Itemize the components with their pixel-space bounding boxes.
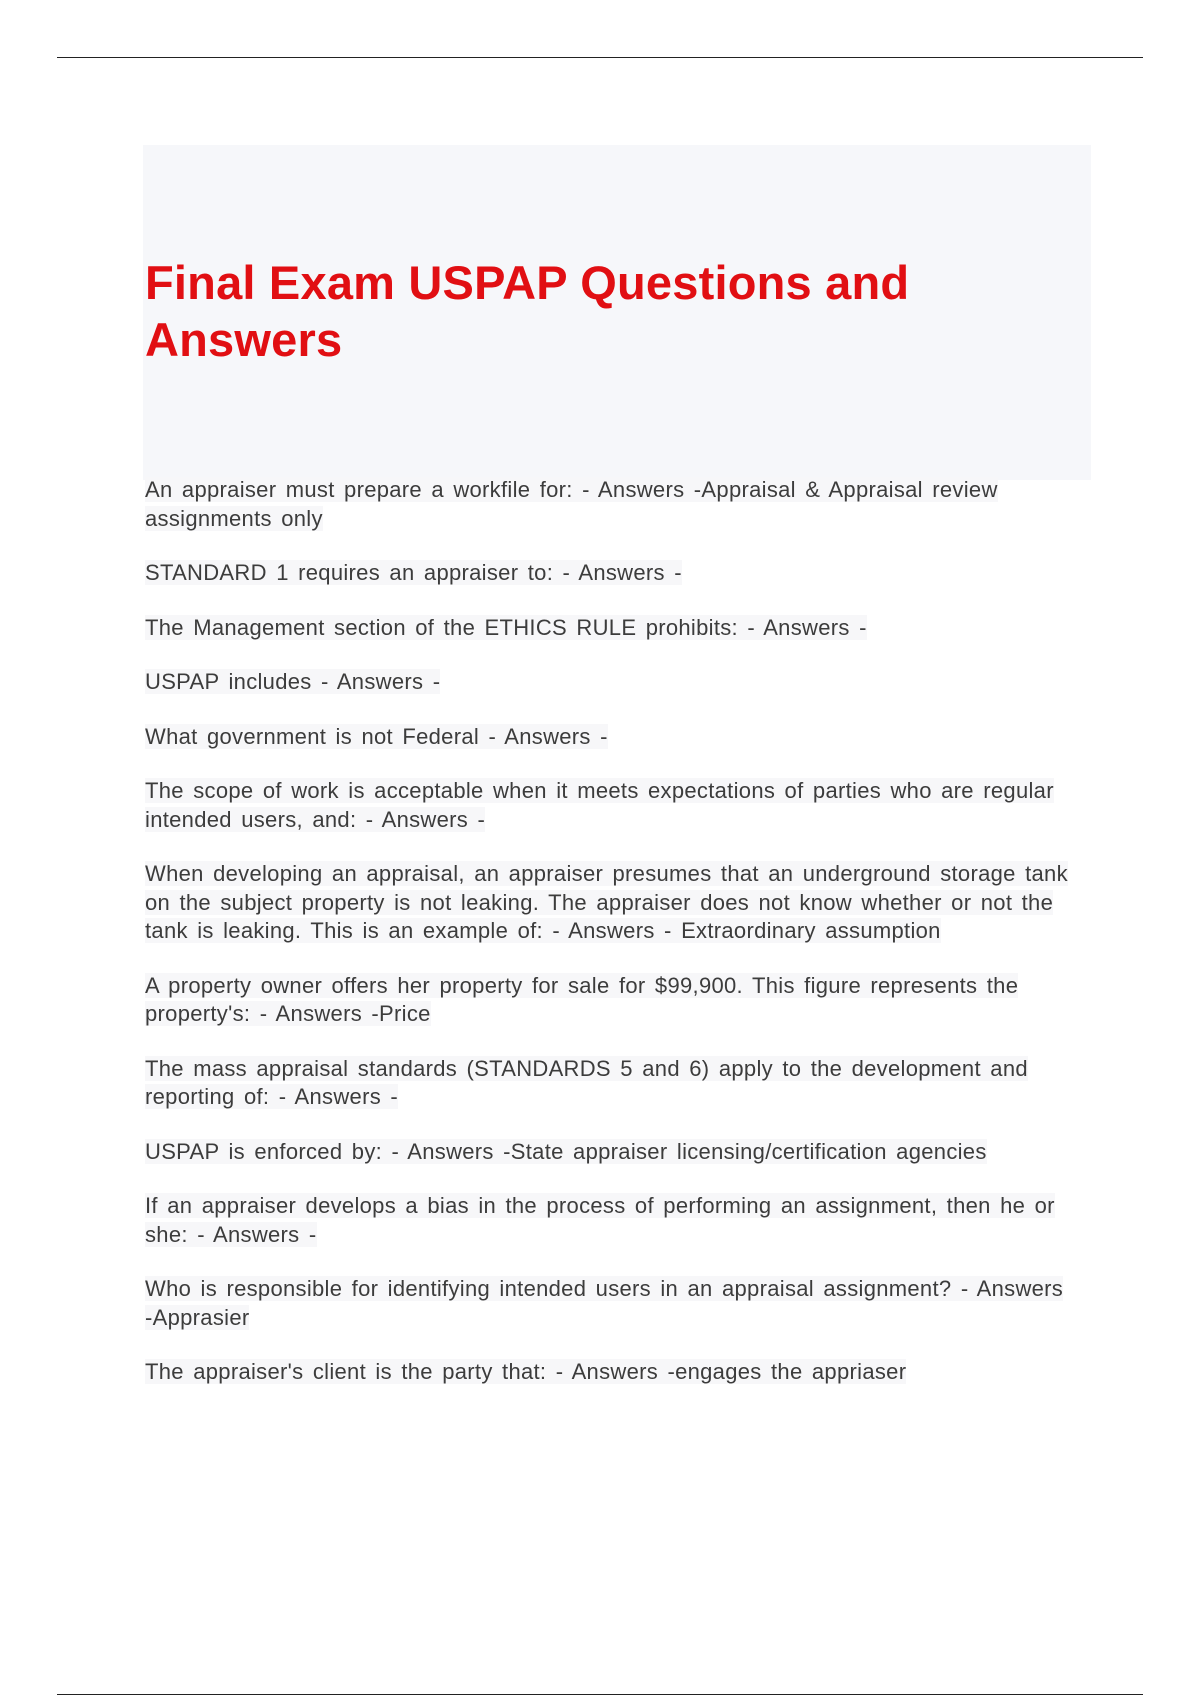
qa-text: USPAP is enforced by: - Answers -State appraiser licensing/certification agencies	[145, 1138, 987, 1164]
qa-item	[145, 777, 1080, 834]
qa-item	[145, 1358, 1080, 1387]
qa-text: An appraiser must prepare a workfile for: - Answers -Appraisal & Appraisal review assignments only	[145, 477, 998, 531]
document-title: Final Exam USPAP Questions and Answers	[145, 256, 910, 366]
qa-text: When developing an appraisal, an appraiser presumes that an underground storage tank on the subject property is not leaking. The appraiser does not know whether or not the tank is leaking. This is an example of: - Answers - Extraordinary assumption	[145, 861, 1068, 943]
qa-text: The Management section of the ETHICS RULE prohibits: - Answers -	[145, 614, 867, 640]
qa-item	[145, 1192, 1080, 1249]
qa-text: STANDARD 1 requires an appraiser to: - Answers -	[145, 560, 682, 585]
qa-item	[145, 860, 1080, 946]
qa-item	[145, 723, 1080, 752]
qa-text: USPAP includes - Answers -	[145, 669, 441, 694]
qa-text: The mass appraisal standards (STANDARDS 5 and 6) apply to the development and reporting of: - Answers -	[145, 1055, 1028, 1109]
header-rule	[57, 57, 1143, 58]
qa-text: A property owner offers her property for sale for $99,900. This figure represents the property's: - Answers -Price	[145, 972, 1019, 1026]
qa-item	[145, 1138, 1080, 1167]
qa-item	[145, 1275, 1080, 1332]
qa-item	[145, 668, 1080, 697]
qa-text: If an appraiser develops a bias in the process of performing an assignment, then he or she: - Answers -	[145, 1193, 1055, 1247]
qa-text: What government is not Federal - Answers -	[145, 723, 608, 749]
footer-rule	[57, 1694, 1143, 1695]
qa-item	[145, 972, 1080, 1029]
qa-text: The appraiser's client is the party that: - Answers -engages the appriaser	[145, 1359, 907, 1384]
qa-item	[145, 614, 1080, 643]
qa-text: The scope of work is acceptable when it meets expectations of parties who are regular intended users, and: - Answers -	[145, 778, 1054, 832]
qa-list	[145, 476, 1080, 1413]
qa-item	[145, 1055, 1080, 1112]
qa-item	[145, 559, 1080, 588]
qa-item	[145, 476, 1080, 533]
qa-text: Who is responsible for identifying intended users in an appraisal assignment? - Answers -Apprasier	[145, 1276, 1064, 1330]
